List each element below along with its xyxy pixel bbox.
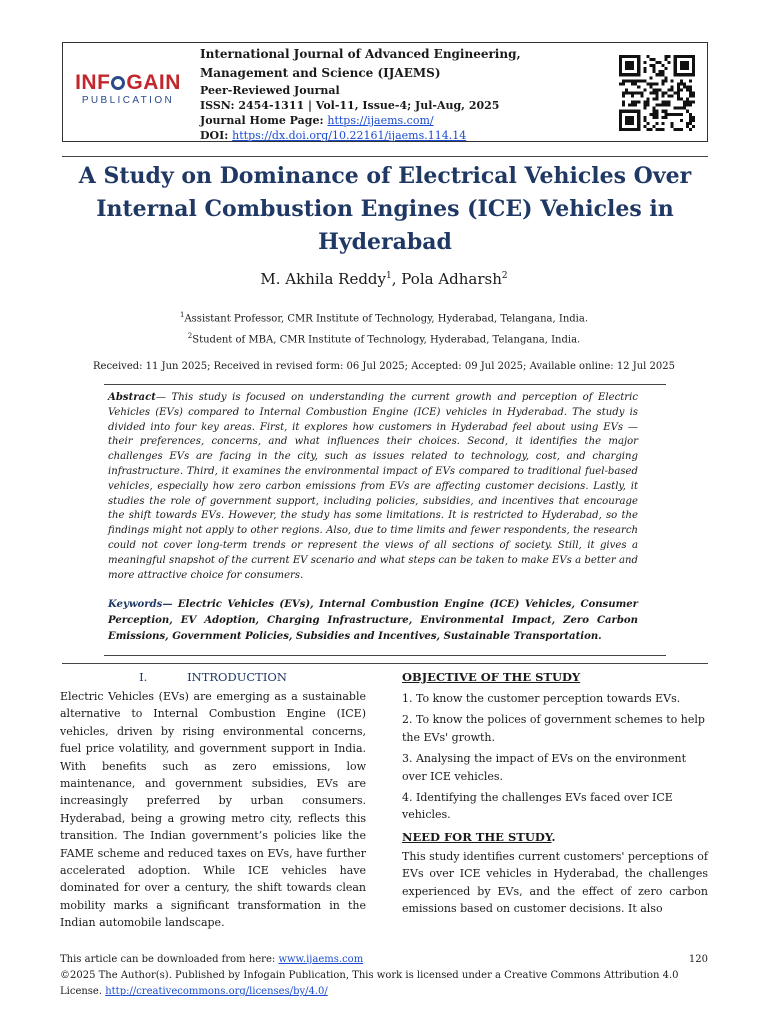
section-number: I. (139, 670, 148, 684)
page-footer (60, 952, 708, 1000)
affiliation-1-sup: 1 (179, 311, 185, 319)
homepage-label: Journal Home Page: (200, 114, 328, 127)
qr-code-icon[interactable] (619, 55, 695, 131)
author-1: M. Akhila Reddy (260, 270, 387, 288)
license-text: ©2025 The Author(s). Published by Infogain Publication, This work is licensed under a Creative Commons Attribution 4.0 License. (60, 970, 679, 997)
abstract (108, 391, 638, 583)
affiliation-2-text: Student of MBA, CMR Institute of Technology, Hyderabad, Telangana, India. (192, 334, 581, 346)
section-heading-introduction (60, 668, 366, 688)
logo-text-end: GAIN (126, 71, 181, 94)
objective-item: 2. To know the polices of government schemes to help the EVs' growth. (402, 713, 705, 744)
keywords-text: Electric Vehicles (EVs), Internal Combustion Engine (ICE) Vehicles, Consumer Perception, EV Adoption, Charging Infrastructure, Environmental Impact, Zero Carbon Emissions, Government Policies, Subsidies and Incentives, Sustainable Transportation. (108, 599, 638, 643)
need-heading-text: NEED FOR THE STUDY (402, 829, 552, 844)
logo-text-start: INF (75, 71, 111, 94)
introduction-paragraph: Electric Vehicles (EVs) are emerging as a sustainable alternative to Internal Combustion Engine (ICE) vehicles, driven by rising environmental concerns, fuel price volatility, and government support in India. With benefits such as zero emissions, low maintenance, and government subsidies, EVs are increasingly preferred by urban consumers. Hyderabad, being a growing metro city, reflects this transition. The Indian government’s policies like the FAME scheme and reduced taxes on EVs, have further accelerated adoption. While ICE vehicles have dominated for over a century, the shift towards clean mobility marks a significant transformation in the Indian automobile landscape. (60, 690, 366, 930)
page-number: 120 (688, 954, 708, 965)
abstract-box (104, 384, 666, 656)
keywords-label: Keywords (108, 599, 163, 610)
download-label: This article can be downloaded from here: (60, 954, 279, 965)
journal-header (62, 42, 708, 142)
author-2: Pola Adharsh (401, 270, 502, 288)
abstract-text: This study is focused on understanding the current growth and perception of Electric Vehicles (EVs) compared to Internal Combustion Engine (ICE) vehicles in Hyderabad. The study is divided into four key areas. First, it explores how customers in Hyderabad feel about using EVs — their preferences, concerns, and what influences their choices. Second, it identifies the major challenges EVs are facing in the city, such as issues related to technology, cost, and charging infrastructure. Third, it examines the environmental impact of EVs compared to traditional fuel-based vehicles, especially how zero carbon emissions from EVs are affecting customer decisions. Lastly, it studies the role of government support, including policies, subsidies, and incentives that encourage the shift towards EVs. However, the study has some limitations. It is restricted to Hyderabad, so the findings might not apply to other regions. Also, due to time limits and fewer respondents, the research could not cover long-term trends or represent the views of all sections of society. Still, it gives a meaningful snapshot of the current EV scenario and what steps can be taken to make EVs a better and more attractive choice for consumers. (108, 392, 638, 581)
author-separator: , (391, 270, 402, 288)
right-column (402, 668, 708, 917)
peer-reviewed-label: Peer-Reviewed Journal (200, 84, 340, 97)
affiliation-1 (0, 308, 768, 326)
logo-ring-icon (111, 76, 125, 90)
journal-name: International Journal of Advanced Engineering, Management and Science (IJAEMS) (200, 47, 521, 80)
need-heading-period: . (551, 829, 556, 844)
header-rule (62, 156, 708, 157)
keywords-dash: — (162, 599, 178, 610)
author-1-sup: 1 (386, 271, 392, 281)
left-column (60, 668, 366, 932)
logo-subtitle: PUBLICATION (81, 95, 175, 106)
affiliation-1-text: Assistant Professor, CMR Institute of Technology, Hyderabad, Telangana, India. (184, 313, 589, 325)
section-rule (62, 663, 708, 664)
journal-info (200, 45, 610, 143)
doi-link[interactable]: https://dx.doi.org/10.22161/ijaems.114.14 (232, 129, 467, 142)
publication-dates: Received: 11 Jun 2025; Received in revised form: 06 Jul 2025; Accepted: 09 Jul 2025; Available online: 12 Jul 2025 (93, 361, 675, 372)
publisher-logo (69, 71, 187, 107)
objective-item: 4. Identifying the challenges EVs faced over ICE vehicles. (402, 791, 673, 822)
need-paragraph: This study identifies current customers' perceptions of EVs over ICE vehicles in Hyderabad, the challenges experienced by EVs, and the effect of zero carbon emissions based on customer decisions. It also (402, 849, 708, 916)
abstract-dash: — (155, 392, 172, 403)
abstract-label: Abstract (108, 392, 156, 403)
homepage-link[interactable]: https://ijaems.com/ (327, 114, 434, 127)
doi-label: DOI: (200, 129, 233, 142)
download-link[interactable]: www.ijaems.com (278, 954, 364, 965)
author-list (0, 266, 768, 289)
paper-title: A Study on Dominance of Electrical Vehicles Over Internal Combustion Engines (ICE) Vehicles in Hyderabad (78, 163, 692, 255)
keywords (108, 597, 638, 646)
need-heading (402, 828, 708, 846)
license-link[interactable]: http://creativecommons.org/licenses/by/4.0/ (105, 986, 328, 997)
objective-item: 1. To know the customer perception towards EVs. (402, 692, 681, 705)
objective-heading: OBJECTIVE OF THE STUDY (402, 670, 581, 684)
affiliation-2-sup: 2 (187, 332, 193, 340)
section-title: INTRODUCTION (187, 670, 287, 684)
issn-line: ISSN: 2454-1311 | Vol-11, Issue-4; Jul-Aug, 2025 (200, 99, 500, 112)
objective-item: 3. Analysing the impact of EVs on the environment over ICE vehicles. (402, 752, 686, 783)
author-2-sup: 2 (501, 271, 508, 281)
affiliation-2 (0, 329, 768, 347)
